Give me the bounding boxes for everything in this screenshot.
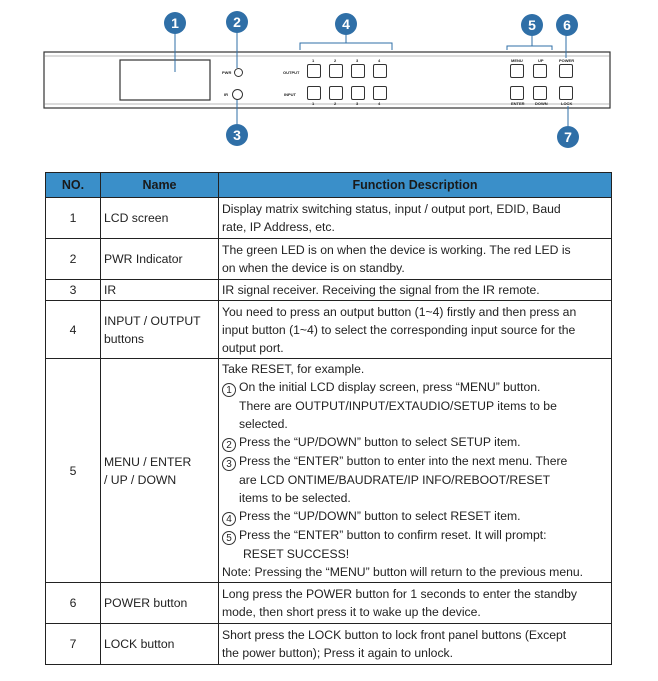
output-num-4: 4 bbox=[378, 58, 381, 63]
step-5 bbox=[222, 526, 608, 545]
input-num-1: 1 bbox=[312, 101, 315, 106]
output-label: OUTPUT bbox=[283, 70, 300, 75]
step-text: Press the “UP/DOWN” button to select RESET item. bbox=[239, 509, 521, 523]
table-header-row bbox=[46, 173, 612, 198]
step-text: Press the “ENTER” button to confirm reset. It will prompt: bbox=[239, 528, 547, 542]
table-row bbox=[46, 198, 612, 239]
desc-line: You need to press an output button (1~4) firstly and then press an bbox=[222, 304, 577, 319]
output-num-1: 1 bbox=[312, 58, 315, 63]
step-number-icon: 1 bbox=[222, 383, 236, 397]
row-name bbox=[101, 301, 219, 359]
callout-7: 7 bbox=[557, 126, 579, 148]
desc-line: Short press the LOCK button to lock front panel buttons (Except bbox=[222, 628, 567, 642]
input-button-2[interactable] bbox=[329, 86, 343, 100]
row-name: POWER button bbox=[101, 583, 219, 624]
input-button-1[interactable] bbox=[307, 86, 321, 100]
name-line: / UP / DOWN bbox=[104, 472, 177, 487]
step-number-icon: 5 bbox=[222, 531, 236, 545]
header-description: Function Description bbox=[219, 173, 612, 198]
name-line: MENU / ENTER bbox=[104, 454, 192, 469]
header-no: NO. bbox=[46, 173, 101, 198]
desc-line: The green LED is on when the device is working. The red LED is bbox=[222, 243, 571, 257]
desc-line: on when the device is on standby. bbox=[222, 261, 405, 275]
row-name: IR bbox=[101, 280, 219, 301]
row-description bbox=[219, 239, 612, 280]
step-number-icon: 4 bbox=[222, 512, 236, 526]
step-text: RESET SUCCESS! bbox=[243, 547, 350, 561]
ir-receiver bbox=[232, 89, 243, 100]
step-text: selected. bbox=[239, 417, 288, 431]
row-description bbox=[219, 624, 612, 665]
row-number: 3 bbox=[46, 280, 101, 301]
row-number: 2 bbox=[46, 239, 101, 280]
step-text: On the initial LCD display screen, press “MENU” button. bbox=[239, 380, 541, 394]
step-3 bbox=[222, 452, 608, 471]
menu-button[interactable] bbox=[510, 64, 524, 78]
power-button[interactable] bbox=[559, 64, 573, 78]
table-row bbox=[46, 239, 612, 280]
table-row bbox=[46, 624, 612, 665]
up-button[interactable] bbox=[533, 64, 547, 78]
pwr-label: PWR bbox=[222, 70, 232, 75]
input-num-3: 3 bbox=[356, 101, 359, 106]
input-num-2: 2 bbox=[334, 101, 337, 106]
row-number: 6 bbox=[46, 583, 101, 624]
step-text: Press the “UP/DOWN” button to select SETUP item. bbox=[239, 435, 521, 449]
callout-2: 2 bbox=[226, 11, 248, 33]
down-label: DOWN bbox=[535, 101, 548, 106]
down-button[interactable] bbox=[533, 86, 547, 100]
input-button-4[interactable] bbox=[373, 86, 387, 100]
ir-label: IR bbox=[224, 92, 228, 97]
lock-button[interactable] bbox=[559, 86, 573, 100]
row-number: 1 bbox=[46, 198, 101, 239]
row-name bbox=[101, 359, 219, 583]
table-row bbox=[46, 359, 612, 583]
output-button-3[interactable] bbox=[351, 64, 365, 78]
row-number: 4 bbox=[46, 301, 101, 359]
callout-4: 4 bbox=[335, 13, 357, 35]
step-4 bbox=[222, 507, 608, 526]
row-name: LCD screen bbox=[101, 198, 219, 239]
desc-line: rate, IP Address, etc. bbox=[222, 220, 335, 234]
row-description bbox=[219, 280, 612, 301]
row-number: 7 bbox=[46, 624, 101, 665]
enter-button[interactable] bbox=[510, 86, 524, 100]
enter-label: ENTER bbox=[511, 101, 525, 106]
up-label: UP bbox=[538, 58, 544, 63]
table-row bbox=[46, 280, 612, 301]
desc-line: output port. bbox=[222, 340, 284, 355]
desc-note: Note: Pressing the “MENU” button will return to the previous menu. bbox=[222, 565, 584, 579]
input-num-4: 4 bbox=[378, 101, 381, 106]
output-num-2: 2 bbox=[334, 58, 337, 63]
lock-label: LOCK bbox=[561, 101, 573, 106]
callout-6: 6 bbox=[556, 14, 578, 36]
menu-label: MENU bbox=[511, 58, 523, 63]
lcd-screen bbox=[120, 60, 210, 100]
row-name: LOCK button bbox=[101, 624, 219, 665]
row-name: PWR Indicator bbox=[101, 239, 219, 280]
step-text: items to be selected. bbox=[239, 491, 351, 505]
input-label: INPUT bbox=[284, 92, 296, 97]
function-table bbox=[45, 172, 612, 665]
name-line: INPUT / OUTPUT bbox=[104, 313, 201, 328]
row-description bbox=[219, 198, 612, 239]
input-button-3[interactable] bbox=[351, 86, 365, 100]
step-1 bbox=[222, 378, 608, 397]
desc-line: Long press the POWER button for 1 seconds to enter the standby bbox=[222, 587, 577, 601]
callout-3: 3 bbox=[226, 124, 248, 146]
desc-line: Display matrix switching status, input / output port, EDID, Baud bbox=[222, 202, 561, 216]
desc-line: IR signal receiver. Receiving the signal from the IR remote. bbox=[222, 283, 540, 297]
step-number-icon: 3 bbox=[222, 457, 236, 471]
row-description bbox=[219, 583, 612, 624]
desc-line: the power button); Press it again to unlock. bbox=[222, 646, 454, 660]
front-panel-diagram bbox=[0, 0, 658, 160]
step-text: There are OUTPUT/INPUT/EXTAUDIO/SETUP items to be bbox=[239, 399, 557, 413]
step-text: Press the “ENTER” button to enter into the next menu. There bbox=[239, 454, 568, 468]
desc-intro: Take RESET, for example. bbox=[222, 362, 365, 376]
step-2 bbox=[222, 433, 608, 452]
row-description bbox=[219, 301, 612, 359]
step-text: are LCD ONTIME/BAUDRATE/IP INFO/REBOOT/RESET bbox=[239, 473, 551, 487]
callout-1: 1 bbox=[164, 12, 186, 34]
header-name: Name bbox=[101, 173, 219, 198]
callout-5: 5 bbox=[521, 14, 543, 36]
output-num-3: 3 bbox=[356, 58, 359, 63]
desc-line: mode, then short press it to wake up the device. bbox=[222, 605, 481, 619]
output-button-1[interactable] bbox=[307, 64, 321, 78]
power-label: POWER bbox=[559, 58, 575, 63]
pwr-indicator-led bbox=[234, 68, 243, 77]
step-number-icon: 2 bbox=[222, 438, 236, 452]
table-row bbox=[46, 583, 612, 624]
name-line: buttons bbox=[104, 331, 144, 346]
row-number: 5 bbox=[46, 359, 101, 583]
row-description bbox=[219, 359, 612, 583]
output-button-2[interactable] bbox=[329, 64, 343, 78]
table-row bbox=[46, 301, 612, 359]
desc-line: input button (1~4) to select the corresponding input source for the bbox=[222, 322, 576, 337]
output-button-4[interactable] bbox=[373, 64, 387, 78]
